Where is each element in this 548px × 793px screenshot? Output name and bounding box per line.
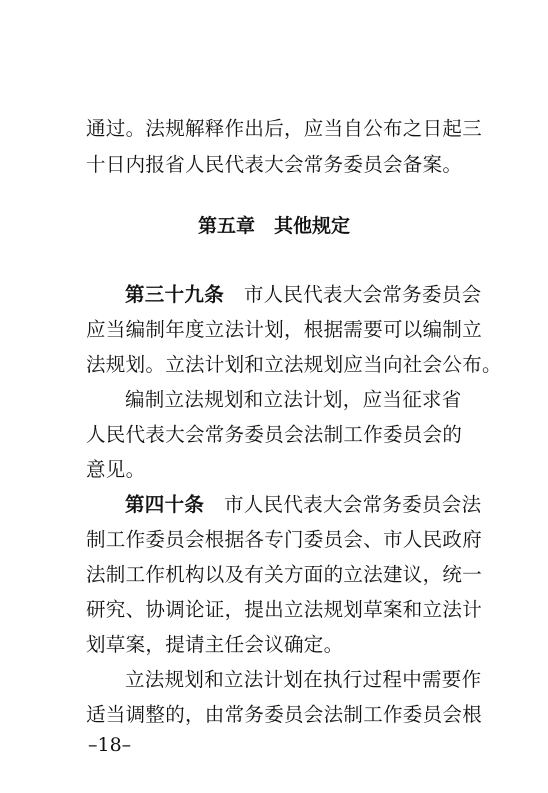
paragraph-line: 编制立法规划和立法计划，应当征求省 [125, 388, 462, 411]
article-40-first-line-text: 市人民代表大会常务委员会法 [204, 493, 482, 516]
paragraph-line: 法制工作机构以及有关方面的立法建议，统一 [86, 563, 483, 586]
paragraph-line: 划草案，提请主任会议确定。 [86, 633, 344, 656]
paragraph-line: 适当调整的，由常务委员会法制工作委员会根 [86, 703, 483, 726]
article-40-number: 第四十条 [125, 493, 205, 516]
paragraph-line: 立法规划和立法计划在执行过程中需要作 [125, 668, 482, 691]
paragraph-line: 意见。 [86, 458, 146, 481]
paragraph-line: 通过。法规解释作出后，应当自公布之日起三 [86, 117, 483, 140]
article-39-first-line [125, 283, 482, 307]
paragraph-line: 人民代表大会常务委员会法制工作委员会的 [86, 423, 463, 446]
chapter-heading: 第五章 其他规定 [197, 215, 350, 237]
paragraph-line: 法规划。立法计划和立法规划应当向社会公布。 [86, 353, 502, 376]
article-39-first-line-text: 市人民代表大会常务委员会 [224, 283, 482, 306]
paragraph-line: 应当编制年度立法计划，根据需要可以编制立 [86, 318, 483, 341]
article-40-first-line [125, 493, 482, 517]
article-39-number: 第三十九条 [125, 283, 225, 306]
paragraph-line: 制工作委员会根据各专门委员会、市人民政府 [86, 528, 483, 551]
page-number: –18– [88, 734, 132, 756]
paragraph-line: 十日内报省人民代表大会常务委员会备案。 [86, 153, 463, 176]
paragraph-line: 研究、协调论证，提出立法规划草案和立法计 [86, 598, 483, 621]
